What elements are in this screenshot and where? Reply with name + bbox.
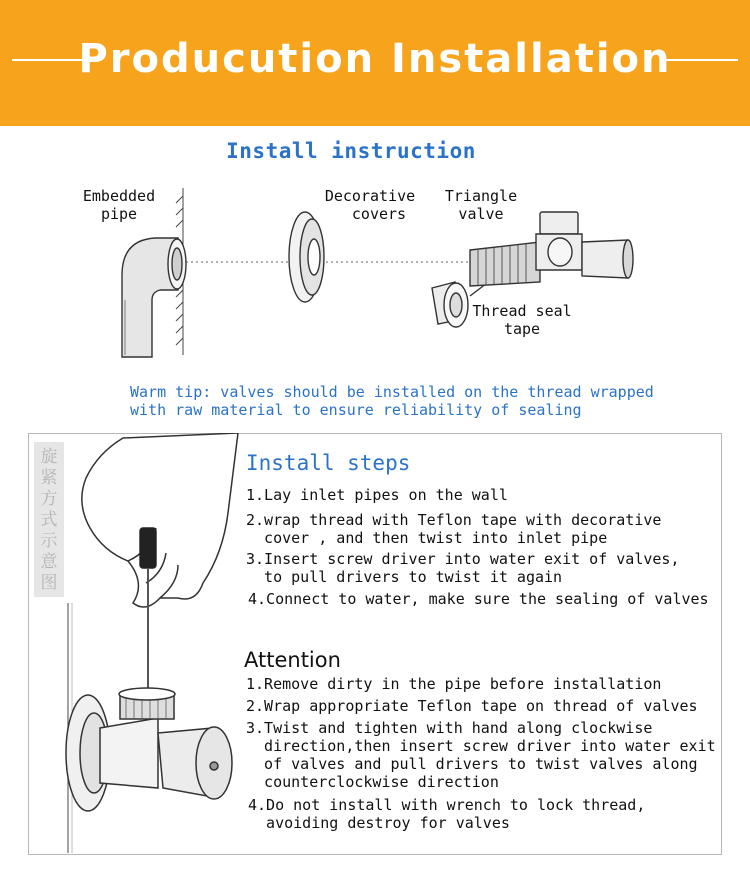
header-banner xyxy=(0,0,750,126)
decorative-cover xyxy=(289,212,324,302)
install-step-1: 1.Lay inlet pipes on the wall xyxy=(246,486,508,504)
screwdriver xyxy=(140,528,156,695)
install-step-2: 2.wrap thread with Teflon tape with decorative cover , and then twist into inlet pipe xyxy=(246,511,662,547)
embedded-pipe-label: Embedded pipe xyxy=(82,187,156,223)
valve xyxy=(66,688,232,811)
hand xyxy=(82,433,238,607)
side-tab-caption: 旋 紧 方 式 示 意 图 xyxy=(34,442,64,597)
embedded-pipe xyxy=(122,238,186,357)
install-step-4: 4.Connect to water, make sure the sealing of valves xyxy=(248,590,709,608)
install-instruction-heading: Install instruction xyxy=(226,139,476,163)
page-title: Producution Installation xyxy=(78,36,672,82)
decorative-covers-label: Decorative covers xyxy=(324,187,416,223)
attention-item-4: 4.Do not install with wrench to lock thread, avoiding destroy for valves xyxy=(248,796,646,832)
attention-item-1: 1.Remove dirty in the pipe before installation xyxy=(246,675,662,693)
triangle-valve xyxy=(470,212,633,286)
thread-seal-tape-label: Thread seal tape xyxy=(472,302,572,338)
warm-tip: Warm tip: valves should be installed on the thread wrapped with raw material to ensure reliability of sealing xyxy=(130,383,654,419)
install-step-3: 3.Insert screw driver into water exit of valves, to pull drivers to twist it again xyxy=(246,550,680,586)
hand-screwdriver-illustration xyxy=(28,433,268,853)
attention-heading: Attention xyxy=(244,648,341,672)
install-steps-heading: Install steps xyxy=(246,451,411,475)
attention-item-3: 3.Twist and tighten with hand along clockwise direction,then insert screw driver into water exit of valves and pull drivers to twist valves along counterclockwise direction xyxy=(246,719,716,791)
attention-item-2: 2.Wrap appropriate Teflon tape on thread of valves xyxy=(246,697,698,715)
triangle-valve-label: Triangle valve xyxy=(444,187,518,223)
